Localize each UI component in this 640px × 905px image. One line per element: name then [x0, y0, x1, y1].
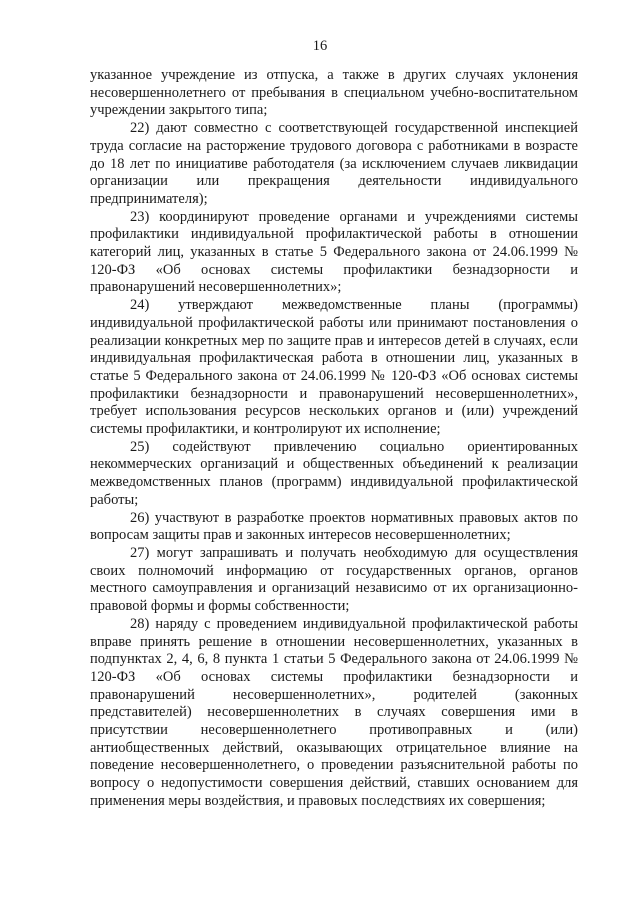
- page-number: 16: [312, 38, 328, 54]
- paragraph-item-26: 26) участвуют в разработке проектов нормативных правовых актов по вопросам защиты прав и законных интересов несовершеннолетних;: [90, 509, 578, 544]
- paragraph-item-25: 25) содействуют привлечению социально ориентированных некоммерческих организаций и общественных объединений к реализации межведомственных планов (программ) индивидуальной профилактической работы;: [90, 438, 578, 508]
- paragraph-item-23: 23) координируют проведение органами и учреждениями системы профилактики индивидуальной профилактической работы в отношении категорий лиц, указанных в статье 5 Федерального закона от 24.06.1999 № 120-ФЗ «Об основах системы профилактики безнадзорности и правонарушений несовершеннолетних»;: [90, 208, 578, 296]
- paragraph-item-22: 22) дают совместно с соответствующей государственной инспекцией труда согласие на расторжение трудового договора с работниками в возрасте до 18 лет по инициативе работодателя (за исключением случаев ликвидации организации или прекращения деятельности индивидуального предпринимателя);: [90, 120, 578, 207]
- paragraph-continuation: указанное учреждение из отпуска, а также в других случаях уклонения несовершеннолетнего от пребывания в специальном учебно-воспитательном учреждении закрытого типа;: [90, 67, 578, 119]
- paragraph-item-27: 27) могут запрашивать и получать необходимую для осуществления своих полномочий информацию от государственных органов, органов местного самоуправления и организаций независимо от их организационно-правовой формы и формы собственности;: [90, 544, 578, 615]
- paragraph-item-28: 28) наряду с проведением индивидуальной профилактической работы вправе принять решение в отношении несовершеннолетних, указанных в подпунктах 2, 4, 6, 8 пункта 1 статьи 5 Федерального закона от 24.06.1999 № 120-ФЗ «Об основах системы профилактики безнадзорности и правонарушений несовершеннолетних», родителей (законных представителей) несовершеннолетних в случаях совершения ими в присутствии несовершеннолетнего противоправных и (или) антиобщественных действий, оказывающих отрицательное влияние на поведение несовершеннолетнего, о проведении разъяснительной работы по вопросу о недопустимости совершения действий, ставших основанием для применения меры воздействия, и правовых последствиях их совершения;: [90, 615, 578, 809]
- document-body: [90, 67, 578, 811]
- paragraph-item-24: 24) утверждают межведомственные планы (программы) индивидуальной профилактической работы или принимают постановления о реализации конкретных мер по защите прав и интересов детей в случаях, если индивидуальная профилактическая работа в отношении лиц, указанных в статье 5 Федерального закона от 24.06.1999 № 120-ФЗ «Об основах системы профилактики безнадзорности и правонарушений несовершеннолетних», требует использования ресурсов нескольких органов и (или) учреждений системы профилактики, и контролируют их исполнение;: [90, 297, 578, 438]
